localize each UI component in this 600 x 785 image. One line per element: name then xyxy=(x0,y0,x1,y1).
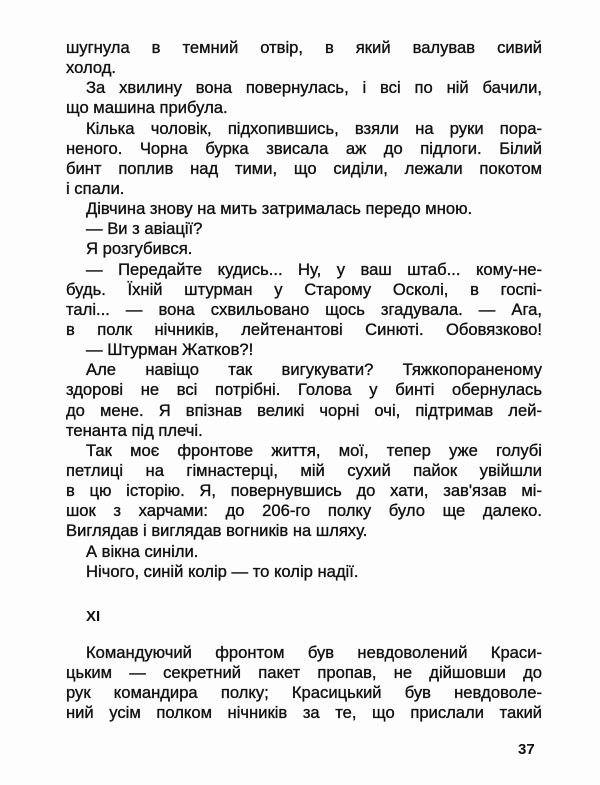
text-line: — Передайте кудись... Ну, у ваш штаб... кому-не- xyxy=(86,259,542,279)
text-line: здорові не всі потрібні. Голова у бинті обернулась xyxy=(66,380,542,400)
text-line: в цю історію. Я, повернувшись до хати, зав'язав мі- xyxy=(66,481,542,501)
text-line: Виглядав і виглядав вогників на шляху. xyxy=(66,521,368,541)
text-line: будь. Їхній штурман у Старому Осколі, в госпі- xyxy=(66,279,542,299)
text-line: шугнула в темний отвір, в який валував сивий xyxy=(66,38,542,57)
text-line: Я розгубився. xyxy=(86,239,193,259)
body-text xyxy=(66,38,542,582)
text-line: в полк нічників, лейтенантові Синюті. Обовязково! xyxy=(66,319,542,339)
text-line: бинт поплив над тими, що сиділи, лежали покотом xyxy=(66,158,542,178)
text-line: ний усім полком нічників за те, що прислали такий xyxy=(66,703,542,723)
text-line: цьким — секретний пакет пропав, не дійшовши до xyxy=(66,663,542,683)
chapter-text xyxy=(66,643,542,724)
text-line: що машина прибула. xyxy=(66,98,228,118)
text-line: За хвилину вона повернулась, і всі по ній бачили, xyxy=(86,78,542,98)
text-line: — Ви з авіації? xyxy=(86,219,203,239)
text-line: Але навіщо так вигукувати? Тяжкопораненому xyxy=(86,360,542,380)
text-line: А вікна синіли. xyxy=(86,541,199,561)
text-line: Дівчина знову на мить затрималась передо мною. xyxy=(86,199,473,219)
text-line: неного. Чорна бурка звисала аж до підлоги. Білий xyxy=(66,138,542,158)
text-line: тенанта під плечі. xyxy=(66,420,203,440)
chapter-heading: XI xyxy=(86,608,101,625)
page-number: 37 xyxy=(518,741,535,758)
text-line: — Штурман Жатков?! xyxy=(86,340,254,360)
text-line: Нічого, синій колір — то колір надії. xyxy=(86,561,359,581)
text-line: петлиці на гімнастерці, мій сухий пайок увійшли xyxy=(66,460,542,480)
text-line: Кілька чоловік, підхопившись, взяли на руки пора- xyxy=(86,118,542,138)
text-line: холод. xyxy=(66,58,116,78)
text-line: шок з харчами: до 206-го полку було ще далеко. xyxy=(66,501,542,521)
text-line: рук командира полку; Красицький був невдоволе- xyxy=(66,683,542,703)
text-line: і спали. xyxy=(66,178,125,198)
text-line: талі... — вона схвильовано щось згадувала. — Ага, xyxy=(66,299,542,319)
text-line: до мене. Я впізнав великі чорні очі, підтримав лей- xyxy=(66,400,542,420)
text-line: Командуючий фронтом був невдоволений Краси- xyxy=(86,643,542,662)
text-line: Так моє фронтове життя, мої, тепер уже голубі xyxy=(86,440,542,460)
